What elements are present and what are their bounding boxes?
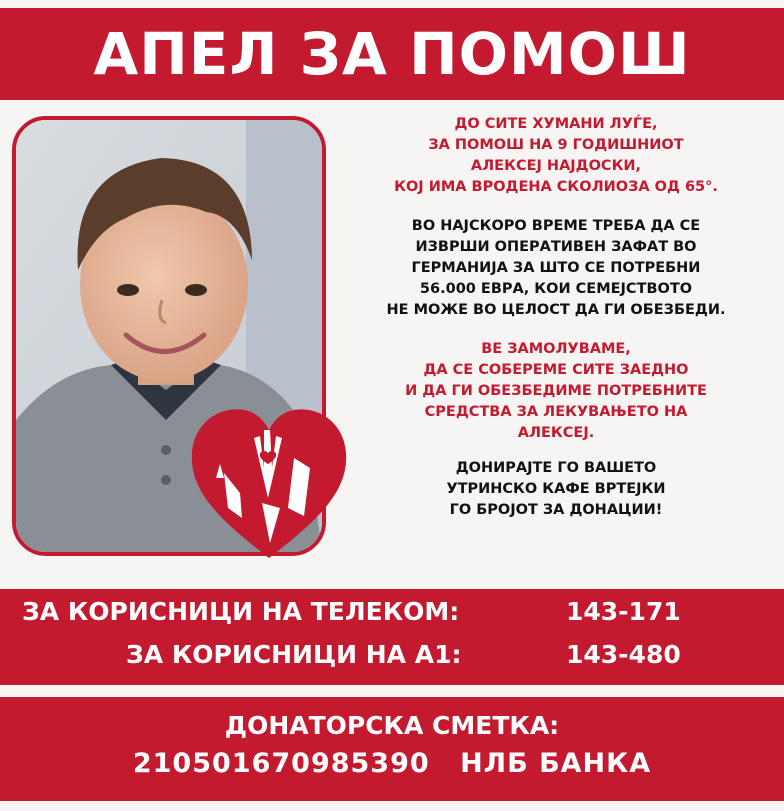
plea-line: СРЕДСТВА ЗА ЛЕКУВАЊЕТО НА [424,404,688,420]
plea-block [340,339,772,444]
intro-line: ДО СИТЕ ХУМАНИ ЛУЃЕ, [454,116,658,132]
plea-line: И ДА ГИ ОБЕЗБЕДИМЕ ПОТРЕБНИТЕ [405,383,707,399]
intro-line: ЗА ПОМОШ НА 9 ГОДИШНИОТ [428,137,684,153]
donate-line: ДОНИРАЈТЕ ГО ВАШЕТО [455,460,657,476]
bank-account-number: 210501670985390 [132,748,430,779]
donate-line: УТРИНСКО КАФЕ ВРТЕЈКИ [446,481,666,497]
page-title: АПЕЛ ЗА ПОМОШ [93,20,691,88]
bank-account-label: ДОНАТОРСКА СМЕТКА: [224,711,560,740]
donation-numbers-banner [0,589,784,685]
telekom-number[interactable]: 143-171 [566,597,681,626]
plea-line: АЛЕКСЕЈ. [517,425,595,441]
heart-hands-icon [184,398,354,568]
donate-block [340,458,772,521]
plea-line: ДА СЕ СОБЕРЕМЕ СИТЕ ЗАЕДНО [423,362,689,378]
plea-line: ВЕ ЗАМОЛУВАМЕ, [481,341,631,357]
situation-block [340,216,772,321]
intro-line: АЛЕКСЕЈ НАЈДОСКИ, [470,158,642,174]
intro-block [340,114,772,198]
donate-line: ГО БРОЈОТ ЗА ДОНАЦИИ! [449,502,663,518]
situation-line: НЕ МОЖЕ ВО ЦЕЛОСТ ДА ГИ ОБЕЗБЕДИ. [386,302,726,318]
bank-name: НЛБ БАНКА [460,748,652,779]
situation-line: ИЗВРШИ ОПЕРАТИВЕН ЗАФАТ ВО [415,239,697,255]
bank-account-banner [0,697,784,801]
situation-line: 56.000 ЕВРА, КОИ СЕМЕЈСТВОТО [419,281,693,297]
situation-line: ВО НАЈСКОРО ВРЕМЕ ТРЕБА ДА СЕ [411,218,701,234]
a1-number[interactable]: 143-480 [566,640,681,669]
intro-line: КОЈ ИМА ВРОДЕНА СКОЛИОЗА ОД 65°. [394,179,718,195]
a1-label: ЗА КОРИСНИЦИ НА А1: [126,640,462,669]
header-banner [0,8,784,100]
telekom-label: ЗА КОРИСНИЦИ НА ТЕЛЕКОМ: [22,597,460,626]
bank-account-line [0,744,784,784]
situation-line: ГЕРМАНИЈА ЗА ШТО СЕ ПОТРЕБНИ [411,260,701,276]
appeal-text [340,114,772,521]
